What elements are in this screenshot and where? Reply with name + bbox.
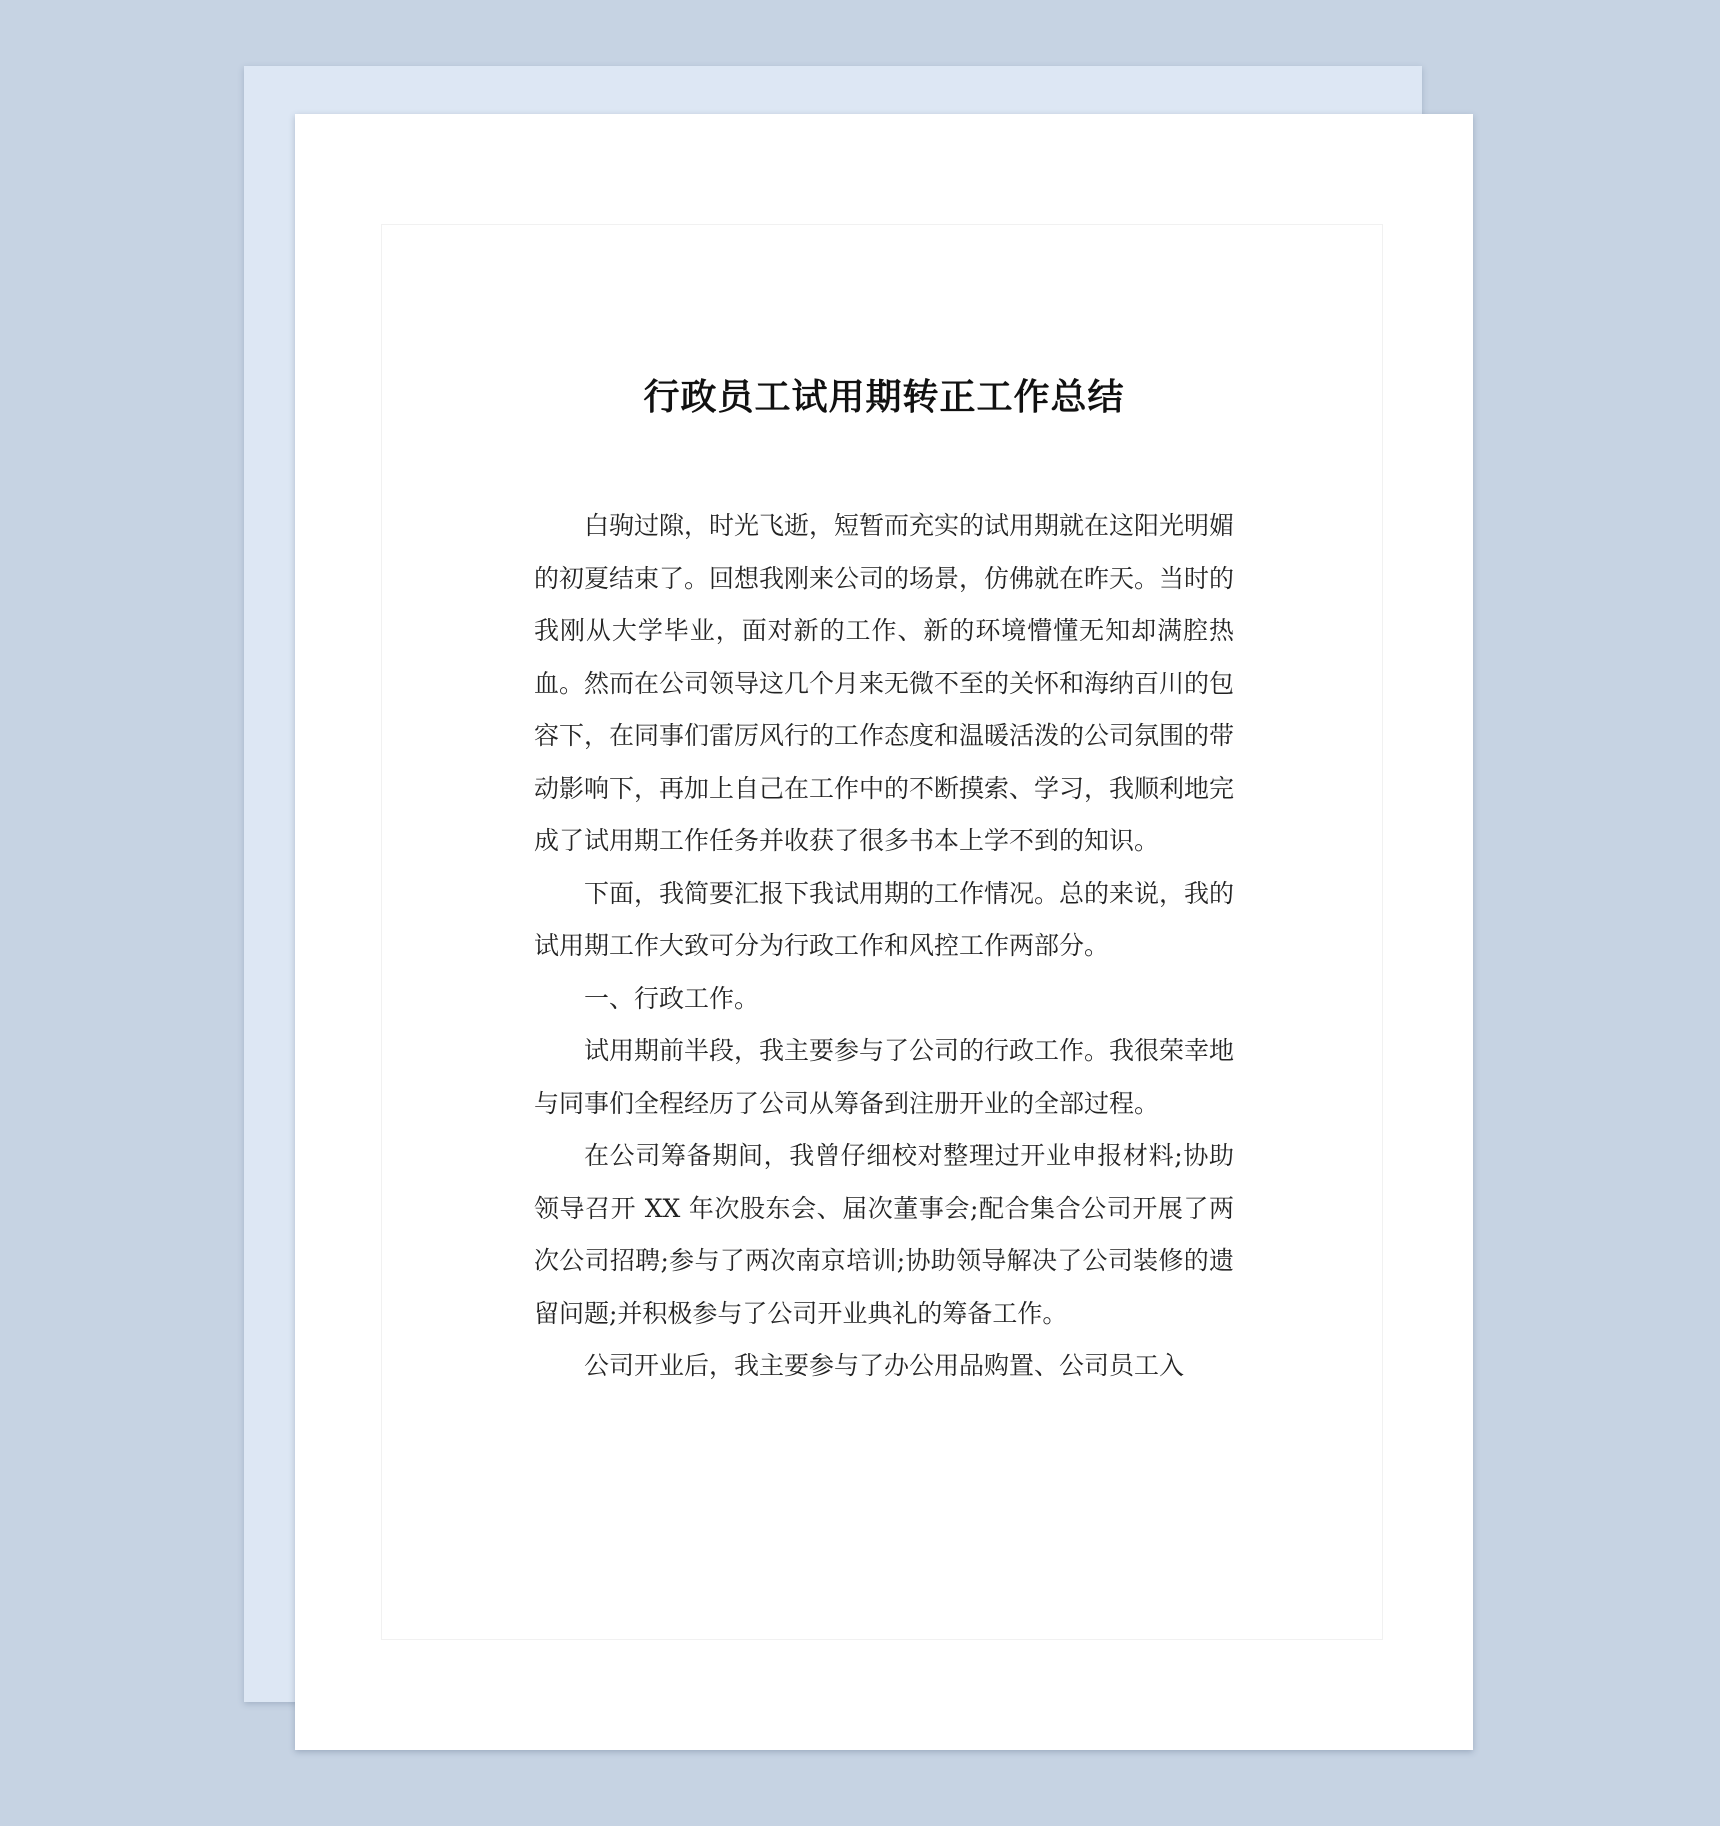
document-page [295, 114, 1473, 1750]
document-body [534, 500, 1234, 1393]
paragraph: 试用期前半段，我主要参与了公司的行政工作。我很荣幸地与同事们全程经历了公司从筹备到注册开业的全部过程。 [534, 1036, 1235, 1118]
paragraph: 在公司筹备期间，我曾仔细校对整理过开业申报材料;协助领导召开 XX 年次股东会、届次董事会;配合集合公司开展了两次公司招聘;参与了两次南京培训;协助领导解决了公司装修的遗留问题;并积极参与了公司开业典礼的筹备工作。 [534, 1141, 1234, 1328]
document-title: 行政员工试用期转正工作总结 [643, 377, 1125, 418]
paragraph: 公司开业后，我主要参与了办公用品购置、公司员工入 [584, 1351, 1185, 1380]
paragraph: 下面，我简要汇报下我试用期的工作情况。总的来说，我的试用期工作大致可分为行政工作和风控工作两部分。 [534, 878, 1235, 960]
paragraph: 白驹过隙，时光飞逝，短暂而充实的试用期就在这阳光明媚的初夏结束了。回想我刚来公司的场景，仿佛就在昨天。当时的我刚从大学毕业，面对新的工作、新的环境懵懂无知却满腔热血。然而在公司领导这几个月来无微不至的关怀和海纳百川的包容下，在同事们雷厉风行的工作态度和温暖活泼的公司氛围的带动影响下，再加上自己在工作中的不断摸索、学习，我顺利地完成了试用期工作任务并收获了很多书本上学不到的知识。 [534, 511, 1235, 855]
section-heading: 一、行政工作。 [584, 983, 760, 1013]
